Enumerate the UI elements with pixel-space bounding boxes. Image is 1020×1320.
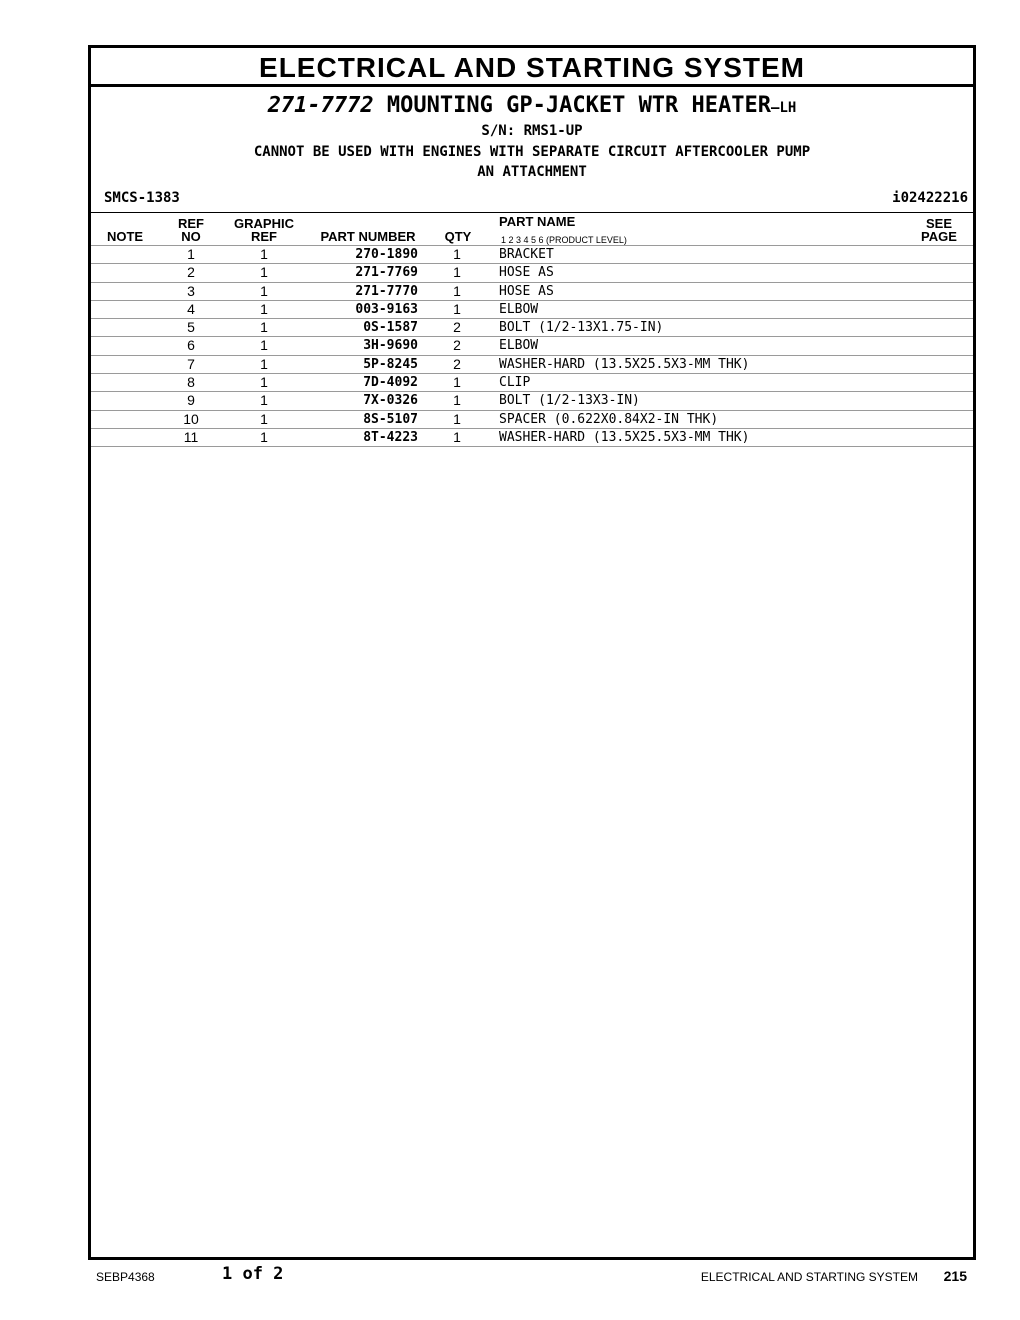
smcs-code: SMCS-1383 — [104, 190, 180, 206]
table-row — [91, 319, 973, 337]
table-row — [91, 356, 973, 374]
part-number-cell: 271-7770 — [355, 283, 418, 299]
graphic-ref-cell: 1 — [260, 246, 268, 262]
part-name-cell: BRACKET — [499, 247, 554, 262]
graphic-ref-cell: 1 — [260, 300, 268, 317]
group-note-line1: CANNOT BE USED WITH ENGINES WITH SEPARATE CIRCUIT AFTERCOOLER PUMP — [253, 144, 811, 160]
part-number-cell: 0S-1587 — [363, 320, 418, 336]
qty-cell: 1 — [453, 282, 461, 299]
ref-no-cell: 7 — [187, 355, 195, 372]
part-name-cell: BOLT (1/2-13X1.75-IN) — [499, 320, 664, 336]
col-ref-top: REF — [178, 216, 204, 231]
serial-range: S/N: RMS1-UP — [481, 123, 583, 139]
part-number-cell: 270-1890 — [355, 247, 418, 262]
footer-section: ELECTRICAL AND STARTING SYSTEM — [700, 1270, 918, 1284]
table-row — [91, 411, 973, 429]
ref-no-cell: 3 — [187, 282, 195, 299]
part-number-cell: 3H-9690 — [363, 338, 418, 354]
part-name-cell: HOSE AS — [499, 265, 554, 281]
group-part-number: 271-7772 — [267, 93, 374, 118]
part-number-cell: 5P-8245 — [363, 356, 418, 372]
qty-cell: 1 — [453, 264, 461, 281]
graphic-ref-cell: 1 — [260, 410, 268, 427]
ref-no-cell: 5 — [187, 319, 195, 336]
qty-cell: 1 — [453, 410, 461, 427]
ref-no-cell: 8 — [187, 374, 195, 391]
parts-table — [91, 246, 973, 447]
table-row — [91, 429, 973, 447]
table-row — [91, 264, 973, 282]
graphic-ref-cell: 1 — [260, 264, 268, 281]
group-name: MOUNTING GP-JACKET WTR HEATER — [386, 93, 772, 118]
graphic-ref-cell: 1 — [260, 355, 268, 372]
part-name-cell: WASHER-HARD (13.5X25.5X3-MM THK) — [499, 429, 750, 445]
col-graphic-top: GRAPHIC — [234, 216, 294, 231]
part-number-cell: 003-9163 — [355, 301, 418, 317]
part-number-cell: 271-7769 — [355, 265, 418, 281]
group-title — [91, 93, 973, 121]
col-product-level: 1 2 3 4 5 6 (PRODUCT LEVEL) — [501, 235, 627, 245]
part-name-cell: SPACER (0.622X0.84X2-IN THK) — [499, 411, 719, 427]
qty-cell: 1 — [453, 246, 461, 262]
table-row — [91, 374, 973, 392]
qty-cell: 1 — [453, 374, 461, 391]
part-name-cell: BOLT (1/2-13X3-IN) — [499, 393, 640, 409]
table-row — [91, 283, 973, 301]
page-frame — [88, 45, 976, 1260]
part-number-cell: 8T-4223 — [363, 429, 418, 445]
ref-no-cell: 1 — [187, 246, 195, 262]
qty-cell: 1 — [453, 392, 461, 409]
ref-no-cell: 6 — [187, 337, 195, 354]
col-qty: QTY — [444, 229, 472, 244]
table-row — [91, 301, 973, 319]
header-rule — [91, 212, 973, 213]
part-name-cell: ELBOW — [499, 301, 539, 317]
ref-no-cell: 4 — [187, 300, 195, 317]
graphic-ref-cell: 1 — [260, 374, 268, 391]
qty-cell: 1 — [453, 300, 461, 317]
footer-page-of: 1 of 2 — [222, 1264, 284, 1284]
col-part-name: PART NAME — [499, 214, 576, 229]
graphic-ref-cell: 1 — [260, 319, 268, 336]
ref-no-cell: 9 — [187, 392, 195, 409]
part-name-cell: WASHER-HARD (13.5X25.5X3-MM THK) — [499, 356, 750, 372]
ref-no-cell: 11 — [183, 428, 199, 445]
graphic-ref-cell: 1 — [260, 428, 268, 445]
part-name-cell: HOSE AS — [499, 283, 554, 299]
col-note: NOTE — [106, 229, 144, 244]
table-row — [91, 246, 973, 264]
graphic-ref-cell: 1 — [260, 337, 268, 354]
group-note-line2: AN ATTACHMENT — [477, 164, 587, 180]
col-part-number: PART NUMBER — [320, 229, 416, 244]
section-title: ELECTRICAL AND STARTING SYSTEM — [91, 48, 973, 87]
col-graphic-bottom: REF — [251, 229, 277, 244]
col-see-top: SEE — [925, 216, 952, 231]
part-name-cell: CLIP — [499, 375, 531, 391]
ref-no-cell: 2 — [187, 264, 195, 281]
col-see-bottom: PAGE — [921, 229, 957, 244]
part-name-cell: ELBOW — [499, 338, 539, 354]
qty-cell: 2 — [453, 355, 461, 372]
ref-no-cell: 10 — [183, 410, 199, 427]
part-number-cell: 8S-5107 — [363, 411, 418, 427]
footer-page-number: 215 — [943, 1268, 967, 1284]
qty-cell: 2 — [453, 319, 461, 336]
part-number-cell: 7X-0326 — [363, 393, 418, 409]
qty-cell: 1 — [453, 428, 461, 445]
graphic-ref-cell: 1 — [260, 392, 268, 409]
illustration-id: i02422216 — [892, 190, 968, 206]
footer-doc-number: SEBP4368 — [96, 1270, 155, 1284]
graphic-ref-cell: 1 — [260, 282, 268, 299]
qty-cell: 2 — [453, 337, 461, 354]
table-row — [91, 337, 973, 355]
group-suffix: —LH — [771, 100, 797, 116]
part-number-cell: 7D-4092 — [363, 375, 418, 391]
col-ref-bottom: NO — [181, 229, 201, 244]
table-row — [91, 392, 973, 410]
